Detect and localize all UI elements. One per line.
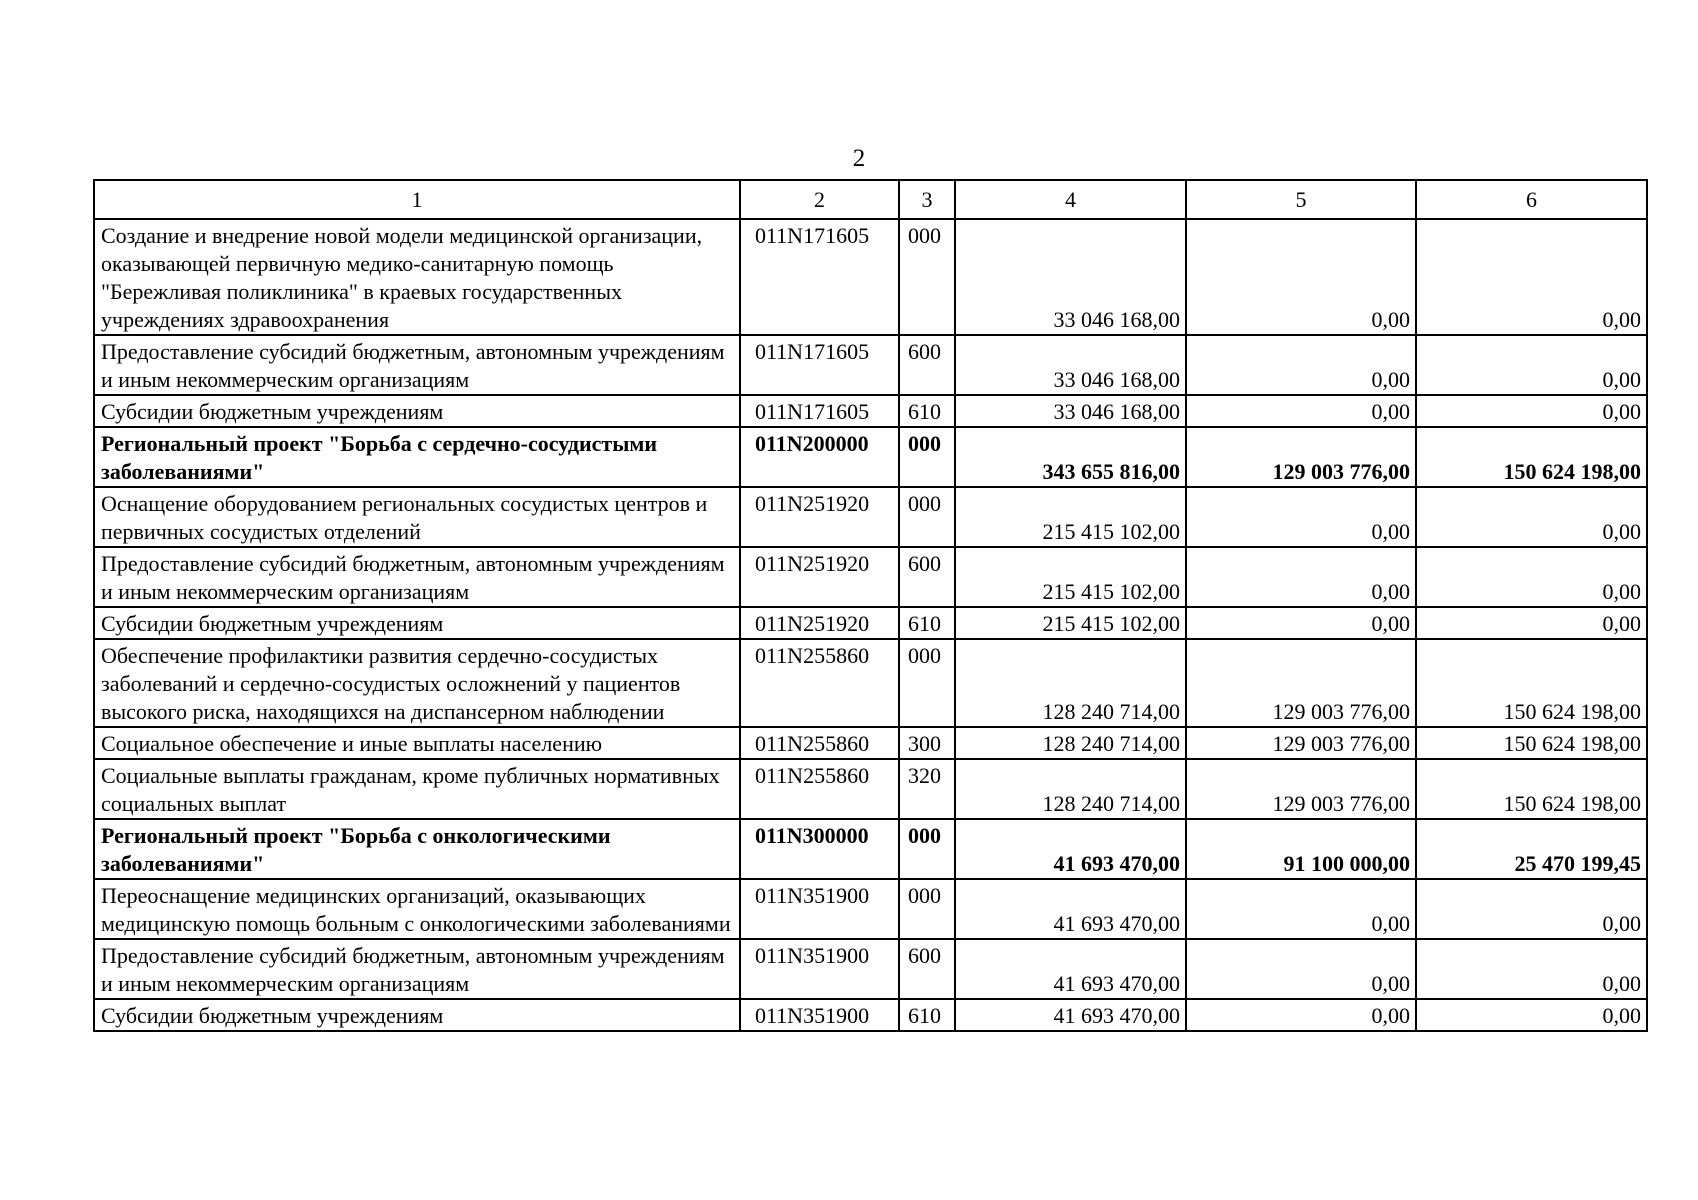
column-header: 5 <box>1186 180 1416 219</box>
row-kind: 610 <box>899 395 955 427</box>
row-kind: 600 <box>899 547 955 607</box>
table-row <box>94 395 1647 427</box>
row-code: 011N171605 <box>740 335 899 395</box>
row-value-3: 0,00 <box>1416 939 1647 999</box>
row-value-3: 0,00 <box>1416 999 1647 1031</box>
row-code: 011N300000 <box>740 819 899 879</box>
row-code: 011N251920 <box>740 607 899 639</box>
row-value-1: 41 693 470,00 <box>955 819 1186 879</box>
row-name: Оснащение оборудованием региональных сосудистых центров и первичных сосудистых отделений <box>94 487 740 547</box>
row-name: Предоставление субсидий бюджетным, автономным учреждениям и иным некоммерческим организациям <box>94 335 740 395</box>
row-name: Региональный проект "Борьба с онкологическими заболеваниями" <box>94 819 740 879</box>
column-header: 4 <box>955 180 1186 219</box>
row-value-2: 0,00 <box>1186 219 1416 335</box>
column-header: 3 <box>899 180 955 219</box>
row-kind: 000 <box>899 427 955 487</box>
row-name: Переоснащение медицинских организаций, оказывающих медицинскую помощь больным с онкологическими заболеваниями <box>94 879 740 939</box>
row-value-1: 343 655 816,00 <box>955 427 1186 487</box>
table-row <box>94 487 1647 547</box>
row-value-1: 215 415 102,00 <box>955 487 1186 547</box>
row-value-2: 0,00 <box>1186 335 1416 395</box>
row-value-2: 129 003 776,00 <box>1186 727 1416 759</box>
table-header-row <box>94 180 1647 219</box>
row-kind: 000 <box>899 639 955 727</box>
row-name: Обеспечение профилактики развития сердечно-сосудистых заболеваний и сердечно-сосудистых осложнений у пациентов высокого риска, находящихся на диспансерном наблюдении <box>94 639 740 727</box>
table-row-project <box>94 819 1647 879</box>
table-row <box>94 335 1647 395</box>
table-row <box>94 999 1647 1031</box>
row-name: Создание и внедрение новой модели медицинской организации, оказывающей первичную медико-санитарную помощь "Бережливая поликлиника" в краевых государственных учреждениях здравоохранения <box>94 219 740 335</box>
row-kind: 600 <box>899 335 955 395</box>
row-value-1: 128 240 714,00 <box>955 727 1186 759</box>
table-row <box>94 219 1647 335</box>
budget-table <box>93 179 1648 1032</box>
table-row <box>94 939 1647 999</box>
table-row <box>94 759 1647 819</box>
row-code: 011N255860 <box>740 759 899 819</box>
table-row <box>94 727 1647 759</box>
row-value-3: 0,00 <box>1416 607 1647 639</box>
row-name: Субсидии бюджетным учреждениям <box>94 607 740 639</box>
row-value-2: 129 003 776,00 <box>1186 759 1416 819</box>
row-name: Субсидии бюджетным учреждениям <box>94 395 740 427</box>
row-value-2: 0,00 <box>1186 607 1416 639</box>
row-name: Социальное обеспечение и иные выплаты населению <box>94 727 740 759</box>
row-value-3: 0,00 <box>1416 335 1647 395</box>
row-value-3: 0,00 <box>1416 547 1647 607</box>
table-row-project <box>94 427 1647 487</box>
row-value-2: 0,00 <box>1186 487 1416 547</box>
row-kind: 300 <box>899 727 955 759</box>
row-value-3: 150 624 198,00 <box>1416 727 1647 759</box>
row-code: 011N255860 <box>740 639 899 727</box>
row-kind: 320 <box>899 759 955 819</box>
row-kind: 610 <box>899 607 955 639</box>
row-name: Предоставление субсидий бюджетным, автономным учреждениям и иным некоммерческим организациям <box>94 939 740 999</box>
row-value-1: 215 415 102,00 <box>955 607 1186 639</box>
table-row <box>94 879 1647 939</box>
row-value-2: 0,00 <box>1186 999 1416 1031</box>
column-header: 2 <box>740 180 899 219</box>
row-code: 011N251920 <box>740 547 899 607</box>
row-name: Субсидии бюджетным учреждениям <box>94 999 740 1031</box>
row-code: 011N351900 <box>740 939 899 999</box>
row-value-2: 129 003 776,00 <box>1186 427 1416 487</box>
row-value-1: 128 240 714,00 <box>955 639 1186 727</box>
row-kind: 610 <box>899 999 955 1031</box>
row-code: 011N200000 <box>740 427 899 487</box>
row-value-3: 0,00 <box>1416 395 1647 427</box>
row-name: Предоставление субсидий бюджетным, автономным учреждениям и иным некоммерческим организациям <box>94 547 740 607</box>
row-value-2: 91 100 000,00 <box>1186 819 1416 879</box>
row-name: Региональный проект "Борьба с сердечно-сосудистыми заболеваниями" <box>94 427 740 487</box>
row-code: 011N351900 <box>740 999 899 1031</box>
row-value-3: 150 624 198,00 <box>1416 639 1647 727</box>
table-row <box>94 639 1647 727</box>
row-value-1: 41 693 470,00 <box>955 999 1186 1031</box>
row-kind: 600 <box>899 939 955 999</box>
row-value-1: 41 693 470,00 <box>955 879 1186 939</box>
column-header: 1 <box>94 180 740 219</box>
row-value-3: 0,00 <box>1416 487 1647 547</box>
row-value-1: 41 693 470,00 <box>955 939 1186 999</box>
row-kind: 000 <box>899 819 955 879</box>
row-code: 011N255860 <box>740 727 899 759</box>
row-value-3: 0,00 <box>1416 879 1647 939</box>
row-value-1: 33 046 168,00 <box>955 335 1186 395</box>
row-kind: 000 <box>899 487 955 547</box>
row-code: 011N351900 <box>740 879 899 939</box>
row-value-3: 25 470 199,45 <box>1416 819 1647 879</box>
row-value-1: 215 415 102,00 <box>955 547 1186 607</box>
row-value-3: 150 624 198,00 <box>1416 759 1647 819</box>
row-value-1: 128 240 714,00 <box>955 759 1186 819</box>
row-value-2: 0,00 <box>1186 879 1416 939</box>
row-value-3: 150 624 198,00 <box>1416 427 1647 487</box>
row-kind: 000 <box>899 219 955 335</box>
table-row <box>94 607 1647 639</box>
row-kind: 000 <box>899 879 955 939</box>
row-value-2: 129 003 776,00 <box>1186 639 1416 727</box>
row-value-1: 33 046 168,00 <box>955 219 1186 335</box>
row-value-3: 0,00 <box>1416 219 1647 335</box>
row-value-2: 0,00 <box>1186 395 1416 427</box>
row-code: 011N171605 <box>740 395 899 427</box>
row-value-2: 0,00 <box>1186 547 1416 607</box>
row-name: Социальные выплаты гражданам, кроме публичных нормативных социальных выплат <box>94 759 740 819</box>
page-number: 2 <box>852 145 866 172</box>
row-value-1: 33 046 168,00 <box>955 395 1186 427</box>
column-header: 6 <box>1416 180 1647 219</box>
table-row <box>94 547 1647 607</box>
row-code: 011N251920 <box>740 487 899 547</box>
row-code: 011N171605 <box>740 219 899 335</box>
row-value-2: 0,00 <box>1186 939 1416 999</box>
